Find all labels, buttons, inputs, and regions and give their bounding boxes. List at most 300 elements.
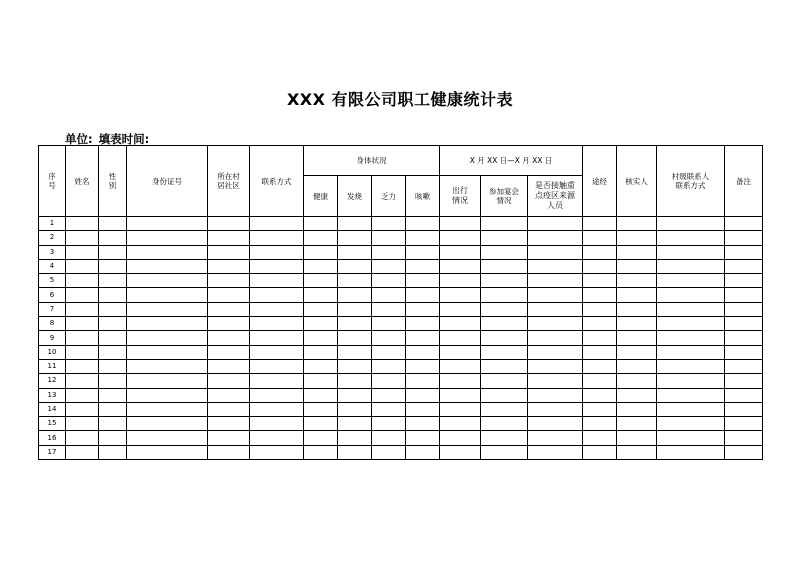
table-cell[interactable] bbox=[406, 402, 440, 416]
table-cell[interactable] bbox=[481, 302, 528, 316]
table-cell[interactable] bbox=[725, 388, 763, 402]
table-cell[interactable] bbox=[338, 345, 372, 359]
table-cell[interactable] bbox=[657, 317, 725, 331]
table-cell[interactable] bbox=[66, 345, 99, 359]
table-cell[interactable] bbox=[127, 417, 208, 431]
table-cell[interactable] bbox=[208, 302, 250, 316]
table-cell[interactable] bbox=[583, 345, 617, 359]
table-cell[interactable] bbox=[127, 231, 208, 245]
table-cell[interactable] bbox=[440, 259, 481, 273]
table-cell[interactable] bbox=[528, 374, 583, 388]
table-cell[interactable] bbox=[657, 388, 725, 402]
table-cell[interactable] bbox=[208, 445, 250, 459]
table-cell[interactable] bbox=[528, 417, 583, 431]
table-cell[interactable] bbox=[250, 331, 304, 345]
row-number: 6 bbox=[39, 288, 66, 302]
table-cell[interactable] bbox=[66, 317, 99, 331]
header-seq: 序号 bbox=[39, 146, 66, 217]
table-cell[interactable] bbox=[440, 288, 481, 302]
table-cell[interactable] bbox=[725, 331, 763, 345]
header-name: 姓名 bbox=[66, 146, 99, 217]
table-cell[interactable] bbox=[440, 374, 481, 388]
table-cell[interactable] bbox=[583, 259, 617, 273]
table-cell[interactable] bbox=[583, 317, 617, 331]
table-cell[interactable] bbox=[99, 359, 127, 373]
table-cell[interactable] bbox=[440, 345, 481, 359]
table-cell[interactable] bbox=[657, 417, 725, 431]
table-cell[interactable] bbox=[127, 274, 208, 288]
table-cell[interactable] bbox=[617, 331, 657, 345]
table-cell[interactable] bbox=[127, 359, 208, 373]
table-cell[interactable] bbox=[250, 245, 304, 259]
table-cell[interactable] bbox=[657, 245, 725, 259]
table-cell[interactable] bbox=[440, 359, 481, 373]
table-cell[interactable] bbox=[338, 288, 372, 302]
table-cell[interactable] bbox=[127, 445, 208, 459]
table-cell[interactable] bbox=[372, 445, 406, 459]
table-cell[interactable] bbox=[304, 402, 338, 416]
table-cell[interactable] bbox=[372, 217, 406, 231]
table-cell[interactable] bbox=[657, 231, 725, 245]
table-cell[interactable] bbox=[583, 417, 617, 431]
table-cell[interactable] bbox=[208, 388, 250, 402]
table-cell[interactable] bbox=[406, 359, 440, 373]
table-cell[interactable] bbox=[528, 231, 583, 245]
table-cell[interactable] bbox=[208, 417, 250, 431]
table-cell[interactable] bbox=[440, 431, 481, 445]
table-cell[interactable] bbox=[725, 259, 763, 273]
table-cell[interactable] bbox=[657, 431, 725, 445]
table-cell[interactable] bbox=[617, 374, 657, 388]
table-cell[interactable] bbox=[66, 288, 99, 302]
table-cell[interactable] bbox=[208, 231, 250, 245]
table-cell[interactable] bbox=[250, 231, 304, 245]
table-cell[interactable] bbox=[66, 259, 99, 273]
table-cell[interactable] bbox=[481, 445, 528, 459]
table-cell[interactable] bbox=[481, 274, 528, 288]
row-number: 12 bbox=[39, 374, 66, 388]
table-cell[interactable] bbox=[617, 417, 657, 431]
table-cell[interactable] bbox=[338, 417, 372, 431]
row-number: 14 bbox=[39, 402, 66, 416]
table-cell[interactable] bbox=[481, 231, 528, 245]
table-cell[interactable] bbox=[440, 231, 481, 245]
table-cell[interactable] bbox=[99, 345, 127, 359]
table-row bbox=[39, 445, 763, 459]
table-cell[interactable] bbox=[406, 445, 440, 459]
table-cell[interactable] bbox=[617, 217, 657, 231]
table-cell[interactable] bbox=[528, 274, 583, 288]
table-cell[interactable] bbox=[99, 331, 127, 345]
table-cell[interactable] bbox=[528, 445, 583, 459]
table-cell[interactable] bbox=[208, 331, 250, 345]
table-cell[interactable] bbox=[250, 374, 304, 388]
table-cell[interactable] bbox=[304, 445, 338, 459]
table-cell[interactable] bbox=[657, 402, 725, 416]
table-cell[interactable] bbox=[304, 288, 338, 302]
table-cell[interactable] bbox=[372, 402, 406, 416]
table-cell[interactable] bbox=[66, 359, 99, 373]
table-cell[interactable] bbox=[66, 245, 99, 259]
table-cell[interactable] bbox=[304, 245, 338, 259]
table-cell[interactable] bbox=[208, 274, 250, 288]
table-cell[interactable] bbox=[583, 231, 617, 245]
table-cell[interactable] bbox=[617, 388, 657, 402]
header-gathering: 参加宴会情况 bbox=[481, 176, 528, 217]
table-cell[interactable] bbox=[250, 288, 304, 302]
table-cell[interactable] bbox=[338, 445, 372, 459]
table-cell[interactable] bbox=[528, 388, 583, 402]
table-cell[interactable] bbox=[617, 274, 657, 288]
table-cell[interactable] bbox=[304, 374, 338, 388]
table-cell[interactable] bbox=[725, 359, 763, 373]
table-cell[interactable] bbox=[617, 231, 657, 245]
table-cell[interactable] bbox=[528, 331, 583, 345]
table-cell[interactable] bbox=[66, 274, 99, 288]
table-cell[interactable] bbox=[617, 302, 657, 316]
table-cell[interactable] bbox=[528, 345, 583, 359]
table-cell[interactable] bbox=[617, 431, 657, 445]
table-cell[interactable] bbox=[66, 388, 99, 402]
table-cell[interactable] bbox=[406, 417, 440, 431]
table-cell[interactable] bbox=[657, 374, 725, 388]
table-cell[interactable] bbox=[406, 274, 440, 288]
table-cell[interactable] bbox=[66, 445, 99, 459]
table-cell[interactable] bbox=[304, 259, 338, 273]
header-gender: 性别 bbox=[99, 146, 127, 217]
table-cell[interactable] bbox=[127, 388, 208, 402]
table-cell[interactable] bbox=[208, 259, 250, 273]
table-cell[interactable] bbox=[406, 259, 440, 273]
table-cell[interactable] bbox=[127, 402, 208, 416]
table-cell[interactable] bbox=[250, 402, 304, 416]
table-cell[interactable] bbox=[481, 388, 528, 402]
table-cell[interactable] bbox=[617, 402, 657, 416]
table-cell[interactable] bbox=[127, 302, 208, 316]
table-cell[interactable] bbox=[304, 359, 338, 373]
table-cell[interactable] bbox=[66, 302, 99, 316]
table-cell[interactable] bbox=[725, 317, 763, 331]
table-cell[interactable] bbox=[66, 402, 99, 416]
table-cell[interactable] bbox=[99, 288, 127, 302]
table-cell[interactable] bbox=[66, 417, 99, 431]
table-cell[interactable] bbox=[406, 331, 440, 345]
table-cell[interactable] bbox=[583, 359, 617, 373]
table-cell[interactable] bbox=[208, 345, 250, 359]
table-cell[interactable] bbox=[304, 317, 338, 331]
table-cell[interactable] bbox=[440, 331, 481, 345]
table-cell[interactable] bbox=[99, 259, 127, 273]
table-row bbox=[39, 345, 763, 359]
table-cell[interactable] bbox=[481, 431, 528, 445]
table-cell[interactable] bbox=[583, 302, 617, 316]
table-cell[interactable] bbox=[127, 245, 208, 259]
table-row bbox=[39, 302, 763, 316]
table-cell[interactable] bbox=[372, 302, 406, 316]
table-cell[interactable] bbox=[657, 288, 725, 302]
table-cell[interactable] bbox=[208, 217, 250, 231]
table-cell[interactable] bbox=[372, 388, 406, 402]
table-row bbox=[39, 374, 763, 388]
table-cell[interactable] bbox=[250, 317, 304, 331]
table-cell[interactable] bbox=[528, 245, 583, 259]
table-cell[interactable] bbox=[250, 388, 304, 402]
table-cell[interactable] bbox=[583, 402, 617, 416]
table-cell[interactable] bbox=[99, 274, 127, 288]
table-cell[interactable] bbox=[528, 288, 583, 302]
table-cell[interactable] bbox=[127, 259, 208, 273]
row-number: 4 bbox=[39, 259, 66, 273]
table-row bbox=[39, 317, 763, 331]
table-cell[interactable] bbox=[583, 217, 617, 231]
table-cell[interactable] bbox=[528, 431, 583, 445]
table-cell[interactable] bbox=[725, 217, 763, 231]
table-cell[interactable] bbox=[406, 388, 440, 402]
table-cell[interactable] bbox=[617, 288, 657, 302]
table-cell[interactable] bbox=[66, 231, 99, 245]
table-cell[interactable] bbox=[99, 431, 127, 445]
table-cell[interactable] bbox=[250, 417, 304, 431]
table-cell[interactable] bbox=[657, 359, 725, 373]
table-cell[interactable] bbox=[481, 374, 528, 388]
table-cell[interactable] bbox=[304, 431, 338, 445]
table-cell[interactable] bbox=[528, 317, 583, 331]
table-cell[interactable] bbox=[725, 445, 763, 459]
table-cell[interactable] bbox=[657, 302, 725, 316]
table-cell[interactable] bbox=[725, 302, 763, 316]
table-cell[interactable] bbox=[583, 388, 617, 402]
table-cell[interactable] bbox=[66, 431, 99, 445]
table-cell[interactable] bbox=[528, 359, 583, 373]
table-cell[interactable] bbox=[725, 231, 763, 245]
table-row bbox=[39, 288, 763, 302]
table-cell[interactable] bbox=[528, 217, 583, 231]
table-cell[interactable] bbox=[372, 331, 406, 345]
header-contact: 联系方式 bbox=[250, 146, 304, 217]
table-cell[interactable] bbox=[372, 345, 406, 359]
table-cell[interactable] bbox=[406, 245, 440, 259]
table-cell[interactable] bbox=[304, 388, 338, 402]
table-cell[interactable] bbox=[338, 231, 372, 245]
table-cell[interactable] bbox=[583, 245, 617, 259]
table-cell[interactable] bbox=[440, 445, 481, 459]
table-cell[interactable] bbox=[66, 374, 99, 388]
table-cell[interactable] bbox=[528, 259, 583, 273]
table-cell[interactable] bbox=[617, 359, 657, 373]
table-cell[interactable] bbox=[440, 274, 481, 288]
table-cell[interactable] bbox=[528, 302, 583, 316]
table-row bbox=[39, 431, 763, 445]
table-cell[interactable] bbox=[372, 274, 406, 288]
table-cell[interactable] bbox=[617, 317, 657, 331]
table-cell[interactable] bbox=[440, 388, 481, 402]
row-number: 5 bbox=[39, 274, 66, 288]
header-cough: 咳嗽 bbox=[406, 176, 440, 217]
table-cell[interactable] bbox=[250, 302, 304, 316]
table-cell[interactable] bbox=[583, 374, 617, 388]
table-cell[interactable] bbox=[583, 445, 617, 459]
table-cell[interactable] bbox=[250, 431, 304, 445]
table-cell[interactable] bbox=[657, 445, 725, 459]
table-row bbox=[39, 417, 763, 431]
table-cell[interactable] bbox=[127, 288, 208, 302]
table-cell[interactable] bbox=[528, 402, 583, 416]
table-cell[interactable] bbox=[99, 317, 127, 331]
table-cell[interactable] bbox=[250, 274, 304, 288]
table-cell[interactable] bbox=[127, 317, 208, 331]
table-cell[interactable] bbox=[99, 217, 127, 231]
table-cell[interactable] bbox=[440, 317, 481, 331]
table-cell[interactable] bbox=[338, 359, 372, 373]
table-cell[interactable] bbox=[338, 402, 372, 416]
table-cell[interactable] bbox=[481, 331, 528, 345]
table-cell[interactable] bbox=[208, 374, 250, 388]
table-cell[interactable] bbox=[657, 345, 725, 359]
table-cell[interactable] bbox=[725, 431, 763, 445]
table-cell[interactable] bbox=[481, 259, 528, 273]
table-cell[interactable] bbox=[338, 317, 372, 331]
table-cell[interactable] bbox=[725, 274, 763, 288]
table-cell[interactable] bbox=[406, 345, 440, 359]
table-cell[interactable] bbox=[304, 274, 338, 288]
table-cell[interactable] bbox=[440, 402, 481, 416]
table-cell[interactable] bbox=[338, 217, 372, 231]
table-cell[interactable] bbox=[617, 445, 657, 459]
table-cell[interactable] bbox=[250, 445, 304, 459]
table-cell[interactable] bbox=[127, 431, 208, 445]
table-cell[interactable] bbox=[208, 288, 250, 302]
header-health-group: 身体状况 bbox=[304, 146, 440, 176]
table-cell[interactable] bbox=[583, 331, 617, 345]
table-cell[interactable] bbox=[99, 245, 127, 259]
table-cell[interactable] bbox=[304, 331, 338, 345]
table-cell[interactable] bbox=[406, 288, 440, 302]
table-cell[interactable] bbox=[657, 274, 725, 288]
table-cell[interactable] bbox=[440, 302, 481, 316]
table-cell[interactable] bbox=[481, 288, 528, 302]
table-cell[interactable] bbox=[250, 259, 304, 273]
table-cell[interactable] bbox=[481, 417, 528, 431]
table-cell[interactable] bbox=[617, 345, 657, 359]
table-cell[interactable] bbox=[338, 274, 372, 288]
table-cell[interactable] bbox=[99, 445, 127, 459]
table-cell[interactable] bbox=[338, 374, 372, 388]
table-cell[interactable] bbox=[617, 259, 657, 273]
table-cell[interactable] bbox=[406, 374, 440, 388]
table-cell[interactable] bbox=[725, 288, 763, 302]
table-cell[interactable] bbox=[99, 402, 127, 416]
table-cell[interactable] bbox=[127, 217, 208, 231]
header-travel: 出行情况 bbox=[440, 176, 481, 217]
table-cell[interactable] bbox=[99, 231, 127, 245]
table-cell[interactable] bbox=[725, 345, 763, 359]
table-cell[interactable] bbox=[481, 402, 528, 416]
table-cell[interactable] bbox=[304, 231, 338, 245]
table-cell[interactable] bbox=[372, 245, 406, 259]
table-cell[interactable] bbox=[99, 302, 127, 316]
table-cell[interactable] bbox=[99, 417, 127, 431]
table-cell[interactable] bbox=[66, 217, 99, 231]
table-cell[interactable] bbox=[372, 259, 406, 273]
table-cell[interactable] bbox=[481, 245, 528, 259]
row-number: 17 bbox=[39, 445, 66, 459]
table-cell[interactable] bbox=[66, 331, 99, 345]
table-cell[interactable] bbox=[338, 245, 372, 259]
table-cell[interactable] bbox=[208, 402, 250, 416]
table-row bbox=[39, 359, 763, 373]
table-cell[interactable] bbox=[657, 259, 725, 273]
table-cell[interactable] bbox=[481, 217, 528, 231]
table-cell[interactable] bbox=[657, 217, 725, 231]
table-cell[interactable] bbox=[372, 231, 406, 245]
table-cell[interactable] bbox=[372, 417, 406, 431]
table-cell[interactable] bbox=[372, 431, 406, 445]
table-cell[interactable] bbox=[372, 374, 406, 388]
table-cell[interactable] bbox=[338, 302, 372, 316]
table-cell[interactable] bbox=[250, 217, 304, 231]
table-cell[interactable] bbox=[440, 217, 481, 231]
table-cell[interactable] bbox=[250, 359, 304, 373]
table-cell[interactable] bbox=[127, 374, 208, 388]
table-cell[interactable] bbox=[583, 431, 617, 445]
table-cell[interactable] bbox=[583, 288, 617, 302]
table-cell[interactable] bbox=[338, 431, 372, 445]
table-cell[interactable] bbox=[406, 231, 440, 245]
table-cell[interactable] bbox=[127, 345, 208, 359]
table-cell[interactable] bbox=[304, 217, 338, 231]
table-cell[interactable] bbox=[99, 374, 127, 388]
header-weak: 乏力 bbox=[372, 176, 406, 217]
table-cell[interactable] bbox=[481, 345, 528, 359]
table-cell[interactable] bbox=[481, 317, 528, 331]
table-cell[interactable] bbox=[406, 431, 440, 445]
table-cell[interactable] bbox=[725, 402, 763, 416]
table-cell[interactable] bbox=[208, 359, 250, 373]
table-cell[interactable] bbox=[657, 331, 725, 345]
table-cell[interactable] bbox=[583, 274, 617, 288]
table-cell[interactable] bbox=[440, 417, 481, 431]
table-cell[interactable] bbox=[617, 245, 657, 259]
table-cell[interactable] bbox=[406, 302, 440, 316]
table-cell[interactable] bbox=[725, 245, 763, 259]
table-cell[interactable] bbox=[725, 374, 763, 388]
header-contact-key-area: 是否接触重点疫区来源人员 bbox=[528, 176, 583, 217]
table-cell[interactable] bbox=[338, 331, 372, 345]
row-number: 11 bbox=[39, 359, 66, 373]
header-date-group: X 月 XX 日—X 月 XX 日 bbox=[440, 146, 583, 176]
table-cell[interactable] bbox=[372, 359, 406, 373]
table-cell[interactable] bbox=[127, 331, 208, 345]
table-cell[interactable] bbox=[440, 245, 481, 259]
table-cell[interactable] bbox=[406, 217, 440, 231]
table-cell[interactable] bbox=[99, 388, 127, 402]
table-cell[interactable] bbox=[372, 317, 406, 331]
table-cell[interactable] bbox=[338, 259, 372, 273]
table-cell[interactable] bbox=[725, 417, 763, 431]
table-cell[interactable] bbox=[250, 345, 304, 359]
table-cell[interactable] bbox=[481, 359, 528, 373]
table-cell[interactable] bbox=[304, 302, 338, 316]
row-number: 13 bbox=[39, 388, 66, 402]
table-cell[interactable] bbox=[208, 317, 250, 331]
table-cell[interactable] bbox=[208, 245, 250, 259]
table-cell[interactable] bbox=[338, 388, 372, 402]
table-cell[interactable] bbox=[208, 431, 250, 445]
table-cell[interactable] bbox=[304, 417, 338, 431]
table-cell[interactable] bbox=[304, 345, 338, 359]
table-cell[interactable] bbox=[372, 288, 406, 302]
table-cell[interactable] bbox=[406, 317, 440, 331]
